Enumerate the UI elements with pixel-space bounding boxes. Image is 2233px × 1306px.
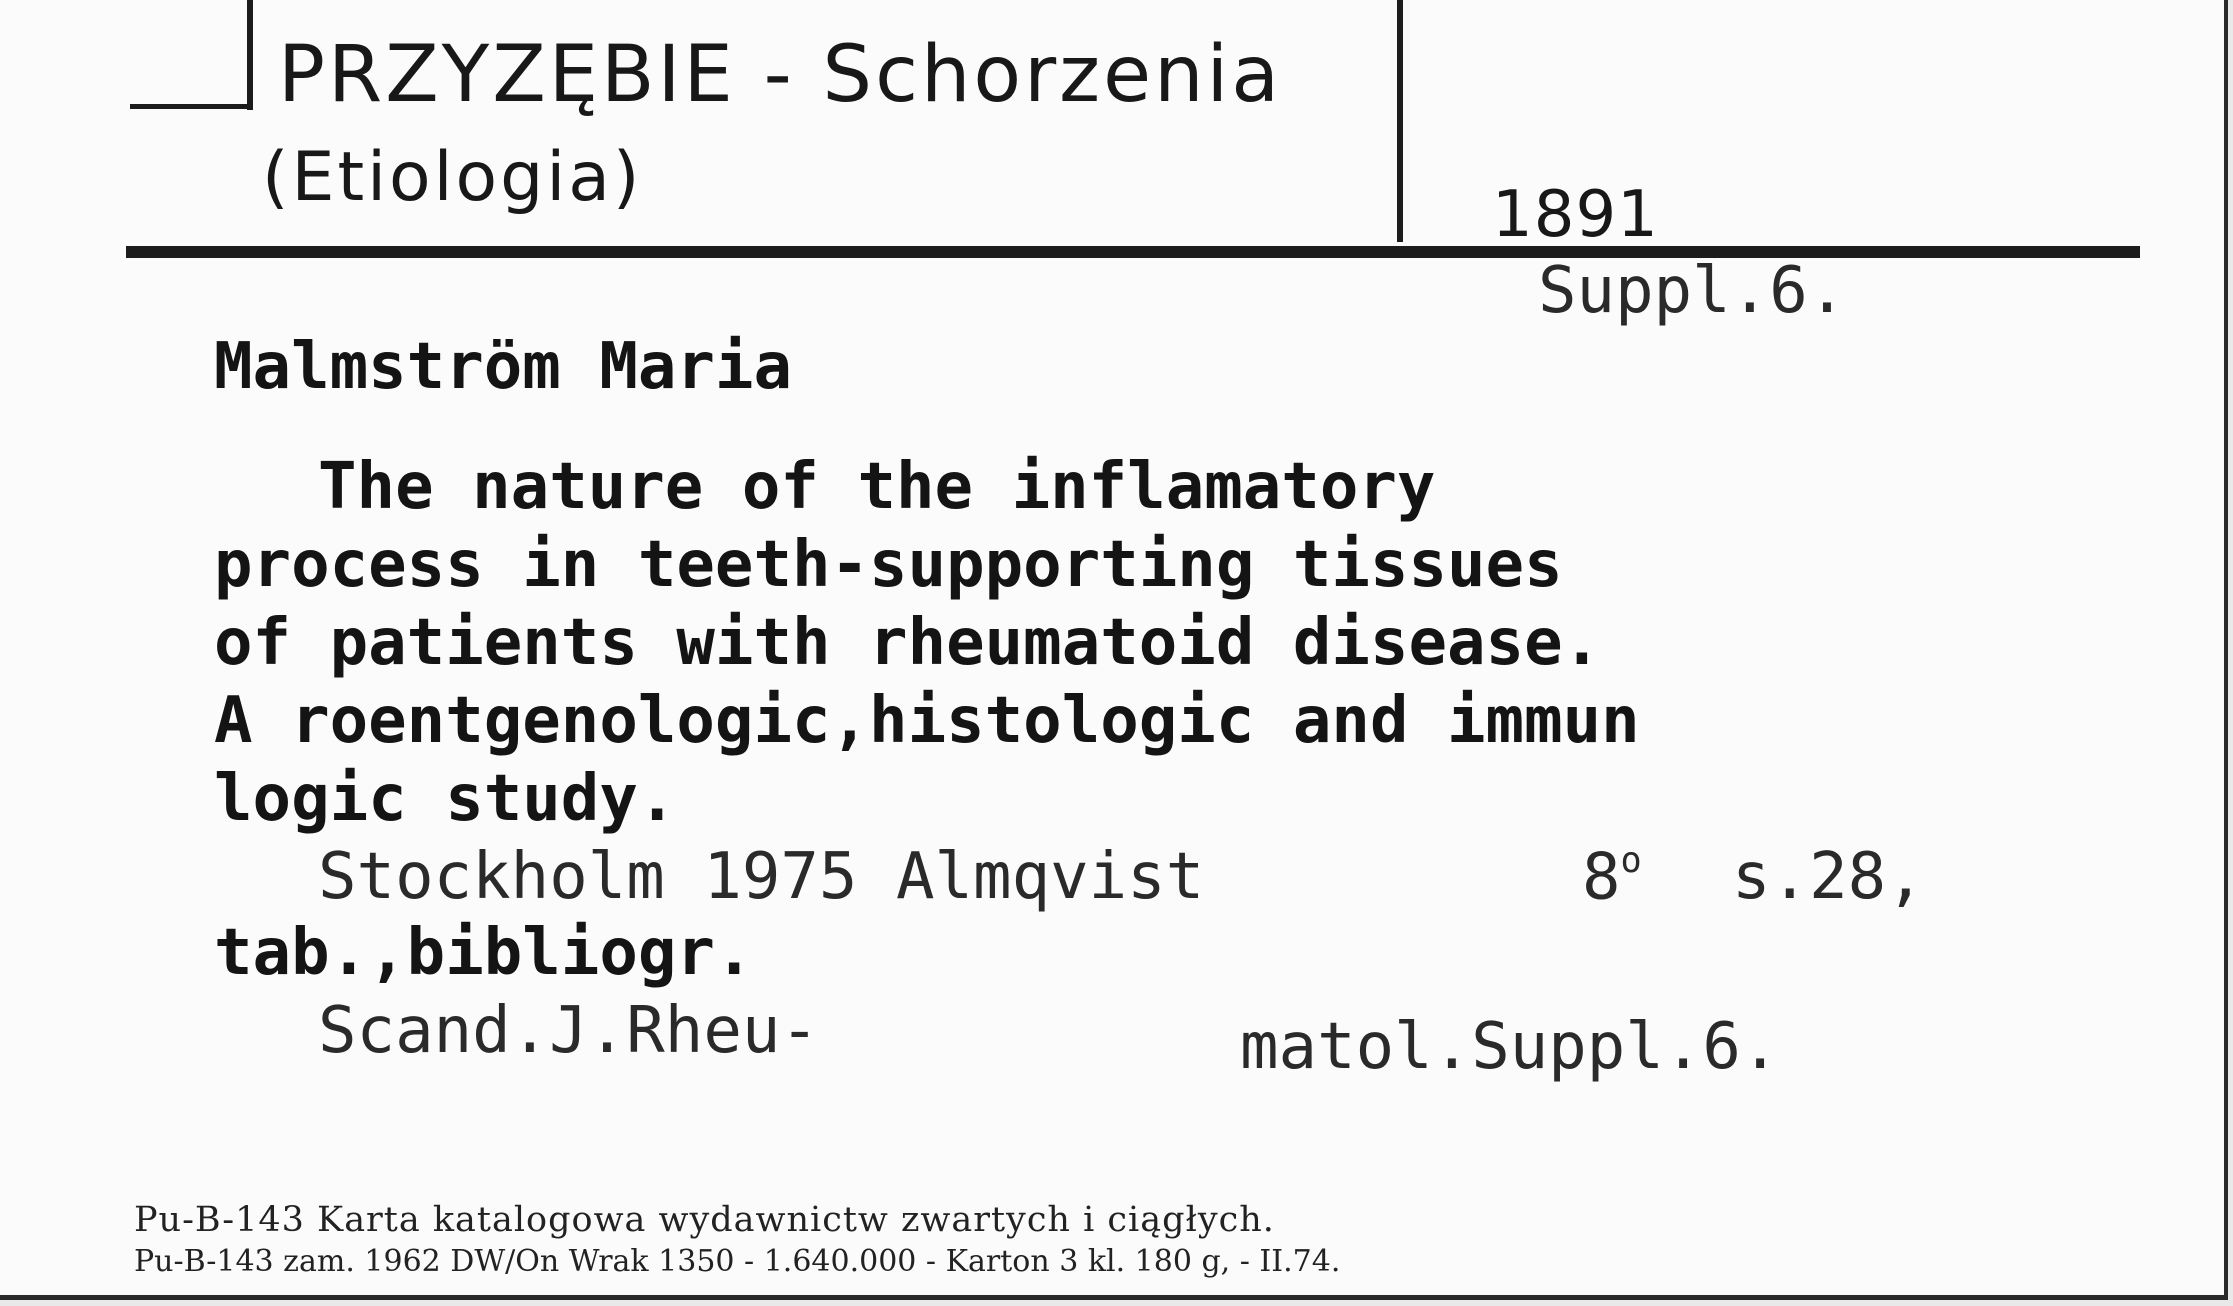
subject-heading-line1: PRZYZĘBIE - Schorzenia [278, 30, 1283, 120]
series-title-left: Scand.J.Rheu- [318, 994, 819, 1068]
left-short-rule [130, 104, 252, 109]
format-superscript: o [1620, 840, 1642, 881]
middle-vertical-rule [1397, 0, 1403, 242]
form-footer-line1: Pu-B-143 Karta katalogowa wydawnictw zwartych i ciągłych. [134, 1200, 1275, 1240]
series-title-right: matol.Suppl.6. [1240, 1010, 1780, 1084]
classification-year: 1891 [1492, 178, 1659, 252]
imprint-place-year-publisher: Stockholm 1975 Almqvist [318, 840, 1205, 914]
subject-heading-line2: (Etiologia) [262, 138, 643, 217]
title-line: process in teeth-supporting tissues [214, 528, 1563, 602]
imprint-format [1582, 840, 1642, 914]
form-footer-line2: Pu-B-143 zam. 1962 DW/On Wrak 1350 - 1.640.000 - Karton 3 kl. 180 g, - II.74. [134, 1244, 1341, 1279]
author-name: Malmström Maria [214, 330, 792, 404]
supplement-number: Suppl.6. [1538, 254, 1847, 328]
format-value: 8 [1582, 840, 1621, 915]
title-line: logic study. [214, 762, 677, 836]
title-line: A roentgenologic,histologic and immun [214, 684, 1640, 758]
physical-extent: tab.,bibliogr. [214, 916, 754, 990]
title-line: The nature of the inflamatory [318, 450, 1436, 524]
title-line: of patients with rheumatoid disease. [214, 606, 1602, 680]
imprint-pages: s.28, [1732, 840, 1925, 914]
left-vertical-rule [247, 0, 253, 110]
